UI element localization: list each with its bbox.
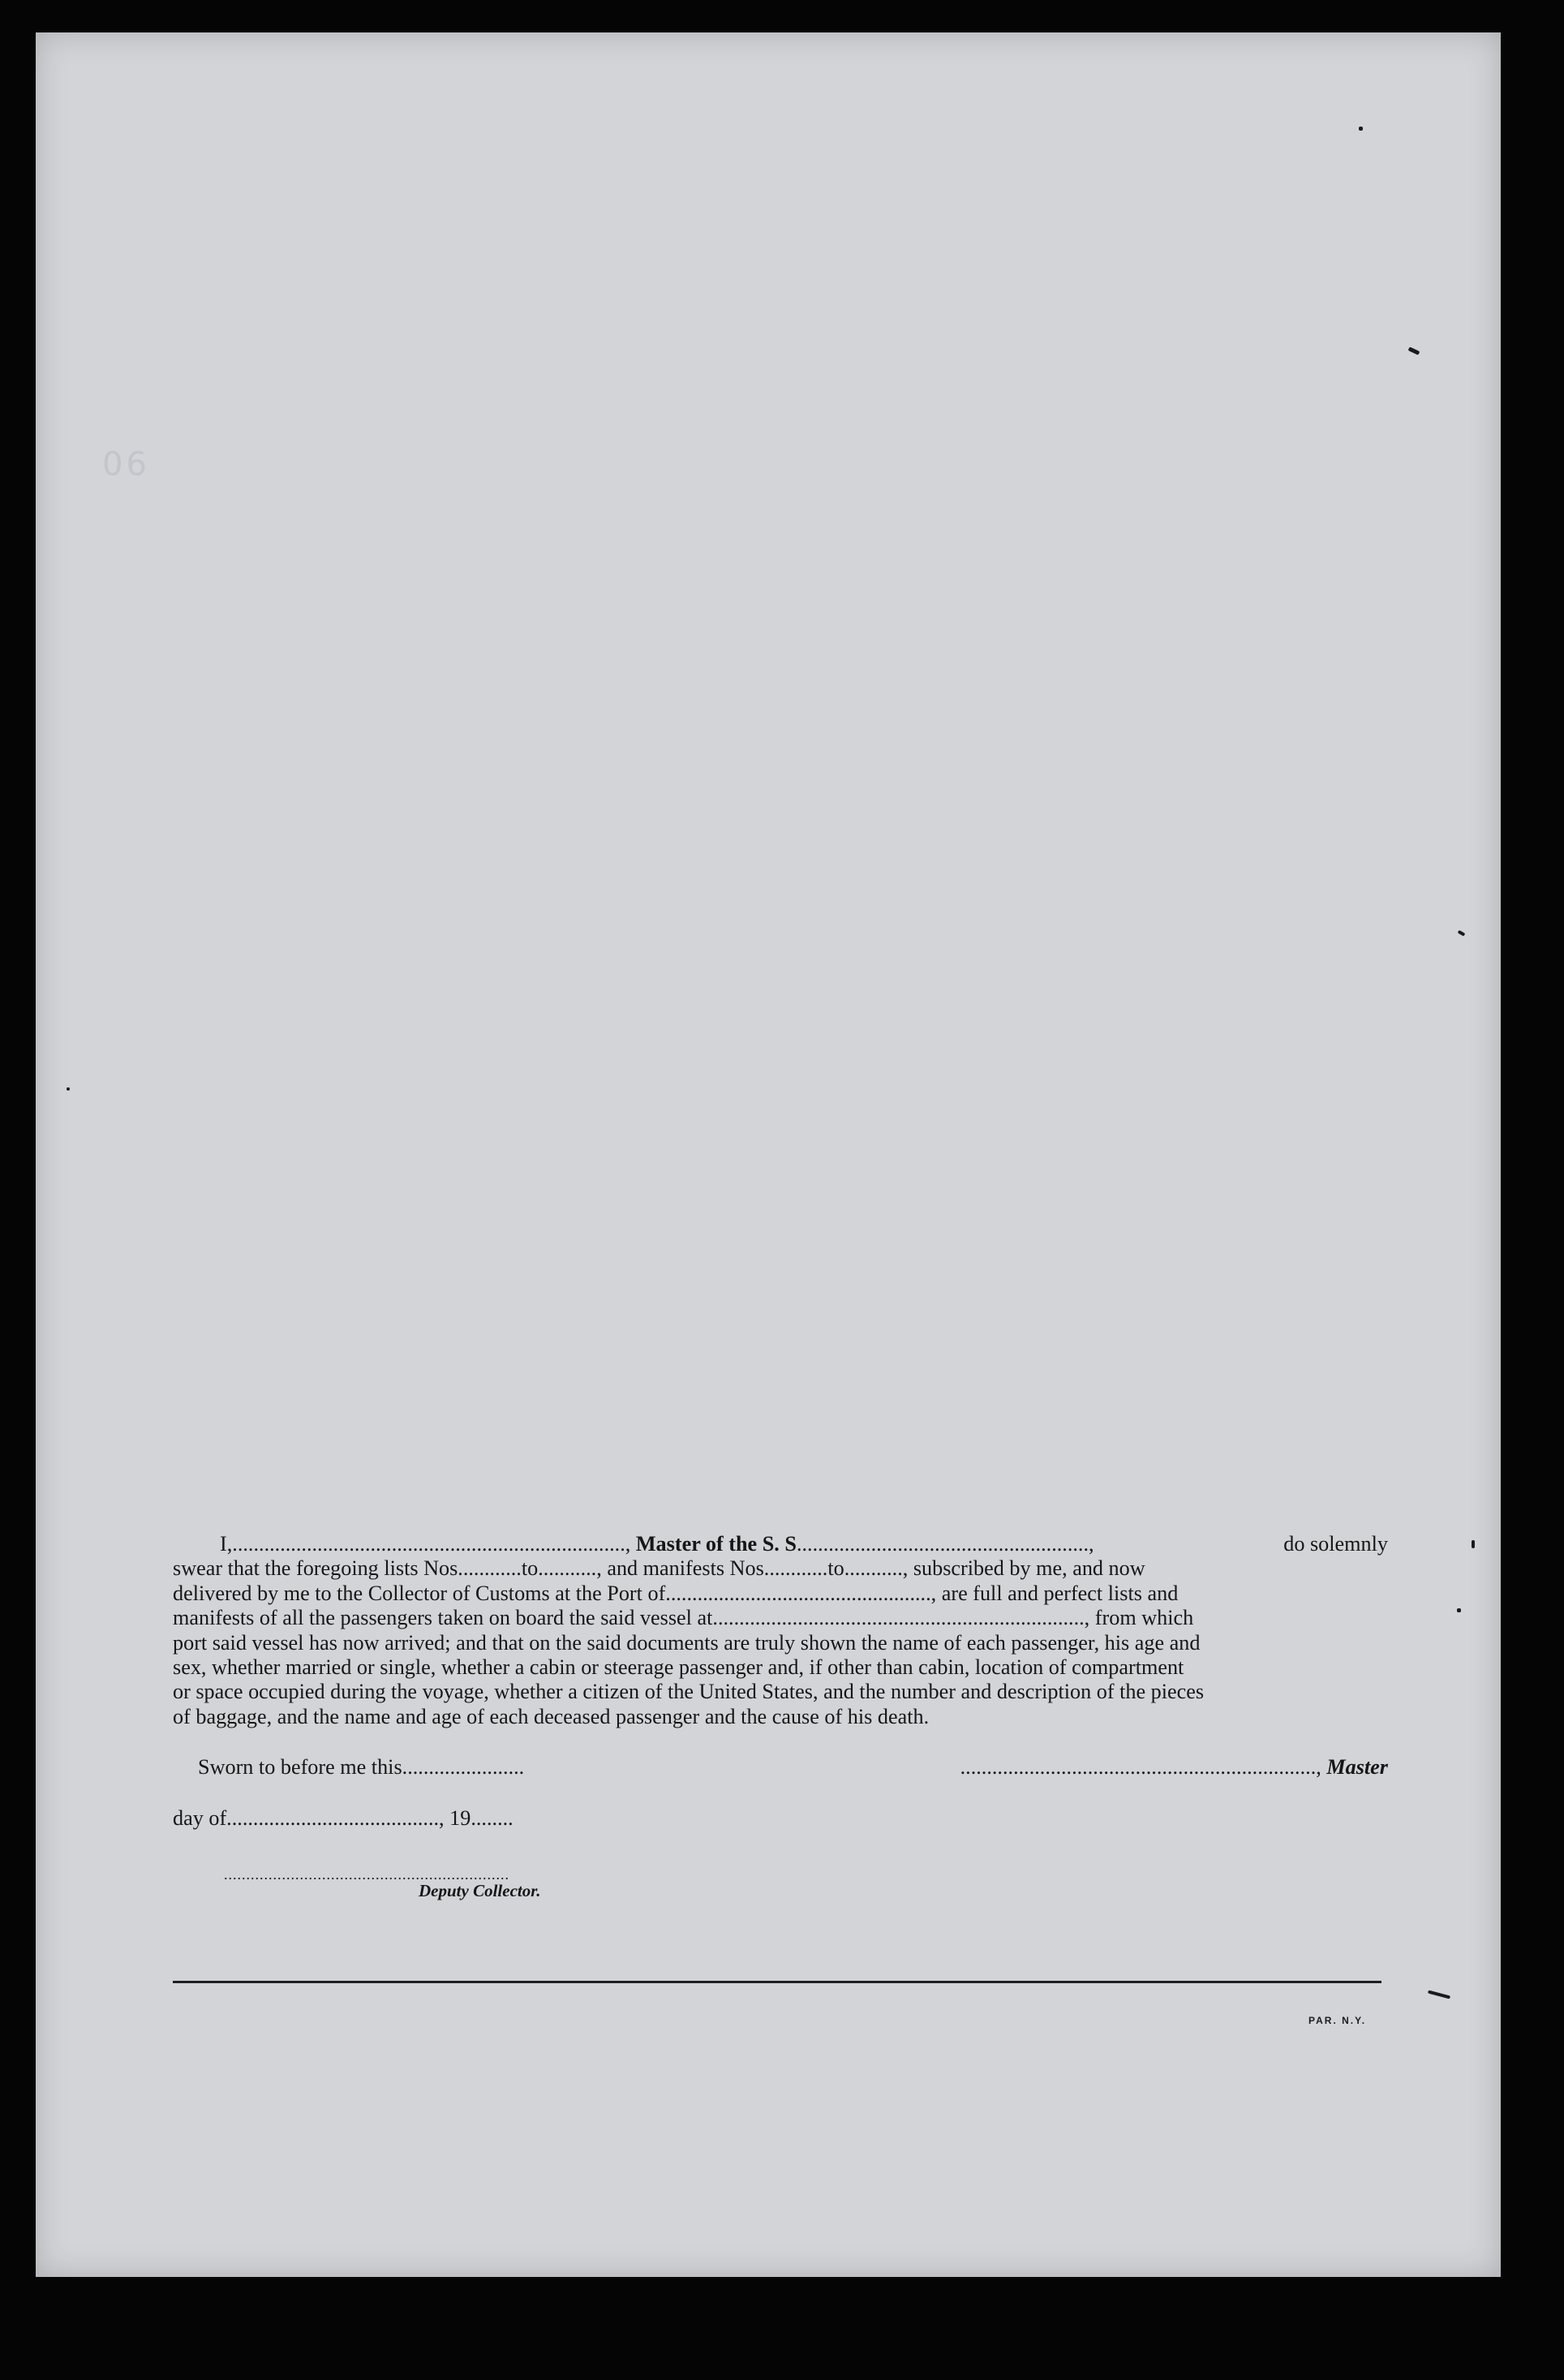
master-signature-dots: ..................................................................., (960, 1755, 1327, 1779)
oath-line-7: or space occupied during the voyage, whether a citizen of the United States, and the number and description of the pieces (173, 1680, 1205, 1704)
footer-rule (173, 1981, 1381, 1983)
oath-text (173, 1532, 1388, 1729)
edge-speck (1457, 1608, 1461, 1612)
master-signature-line (960, 1755, 1388, 1780)
deputy-signature-dots: ................................................................ (224, 1866, 509, 1883)
oath-line-6: sex, whether married or single, whether a cabin or steerage passenger and, if other than cabin, location of compartment (173, 1655, 1184, 1679)
edge-speck (1472, 1540, 1475, 1548)
oath-line-8: of baggage, and the name and age of each deceased passenger and the cause of his death. (173, 1704, 930, 1728)
oath-do-solemnly: do solemnly (1283, 1532, 1388, 1556)
oath-opening: I,.........................................................................., Master of the S. S......................................................., (220, 1532, 1100, 1556)
bleed-through-number: 90 (99, 443, 147, 480)
manifest-sheet (36, 32, 1501, 2277)
sworn-before-line: Sworn to before me this....................... (198, 1755, 525, 1779)
oath-line-2: swear that the foregoing lists Nos............to..........., and manifests Nos............to..........., subscribed by me, and now (173, 1556, 1145, 1581)
master-label: Master (1326, 1755, 1388, 1779)
oath-line-4: manifests of all the passengers taken on board the said vessel at......................................................................, from which (173, 1606, 1194, 1630)
deputy-collector-label: Deputy Collector. (419, 1881, 541, 1900)
printer-mark: PAR. N.Y. (1308, 2015, 1367, 2026)
edge-speck (1359, 127, 1363, 131)
oath-line-3: delivered by me to the Collector of Customs at the Port of.................................................., are full and perfect lists and (173, 1581, 1179, 1605)
oath-line-1 (173, 1532, 1388, 1556)
edge-speck (67, 1087, 70, 1091)
day-of-line: day of........................................, 19........ (173, 1806, 513, 1830)
oath-line-5: port said vessel has now arrived; and that on the said documents are truly shown the name of each passenger, his age and (173, 1630, 1201, 1655)
